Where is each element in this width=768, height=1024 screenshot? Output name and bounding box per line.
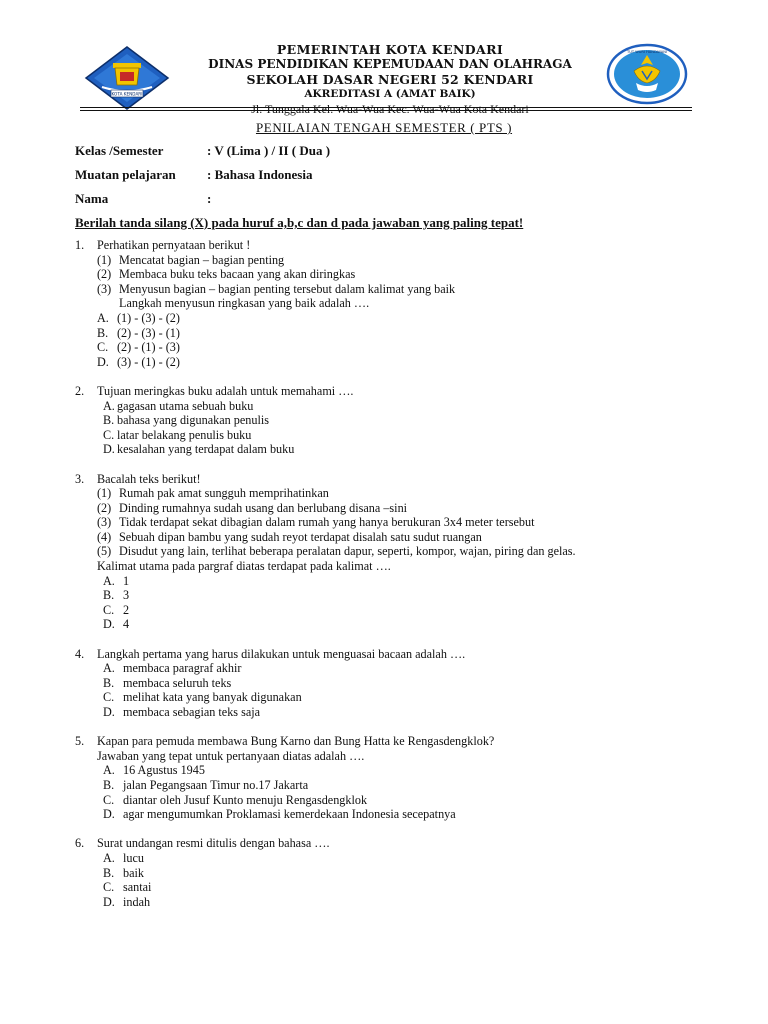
statement-item: (2) Dinding rumahnya sudah usang dan berlubang disana –sini [97, 500, 408, 515]
answer-option-c[interactable]: C. santai [103, 880, 152, 895]
question-3 [75, 472, 715, 633]
answer-option-b[interactable]: B. 3 [103, 588, 130, 603]
statement-item: (4) Sebuah dipan bambu yang sudah reyot terdapat disalah satu sudut ruangan [97, 529, 482, 544]
svg-text:KOTA KENDARI: KOTA KENDARI [111, 91, 143, 97]
instruction-text: Berilah tanda silang (X) pada huruf a,b,c dan d pada jawaban yang paling tepat! [75, 215, 524, 230]
question-text: Perhatikan pernyataan berikut ! [97, 238, 251, 252]
question-number: 5. [75, 734, 85, 749]
question-text: Surat undangan resmi ditulis dengan bahasa …. [97, 836, 330, 851]
tut-wuri-handayani-logo-icon [606, 43, 688, 105]
question-prompt: Langkah menyusun ringkasan yang baik adalah …. [119, 296, 370, 311]
statement-item: (2) Membaca buku teks bacaan yang akan diringkas [97, 267, 356, 282]
meta-row-subject [75, 167, 312, 183]
answer-option-d[interactable]: D. kesalahan yang terdapat dalam buku [103, 442, 295, 457]
letterhead-school: SEKOLAH DASAR NEGERI 52 KENDARI [246, 72, 534, 87]
question-1 [75, 238, 715, 369]
statement-item: (3) Tidak terdapat sekat dibagian dalam rumah yang hanya berukuran 3x4 meter tersebut [97, 515, 535, 530]
letterhead-department: DINAS PENDIDIKAN KEPEMUDAAN DAN OLAHRAGA [208, 57, 572, 71]
question-list [75, 238, 715, 924]
question-number: 6. [75, 836, 85, 851]
statement-item: (5) Disudut yang lain, terlihat beberapa peralatan dapur, seperti, kompor, wajan, piring dan gelas. [97, 544, 576, 559]
statement-item: (1) Rumah pak amat sungguh memprihatinkan [97, 486, 329, 501]
answer-option-a[interactable]: A. 16 Agustus 1945 [103, 763, 205, 778]
meta-value: : V (Lima ) / II ( Dua ) [207, 143, 331, 158]
question-number: 4. [75, 646, 85, 661]
question-5 [75, 734, 715, 822]
answer-option-a[interactable]: A. 1 [103, 573, 130, 588]
answer-option-d[interactable]: D. membaca sebagian teks saja [103, 705, 261, 719]
meta-label: Muatan pelajaran [75, 167, 176, 182]
kota-kendari-emblem-icon [82, 45, 172, 111]
meta-row-name [75, 191, 211, 207]
answer-option-c[interactable]: C. (2) - (1) - (3) [97, 340, 180, 355]
header-divider-thin [80, 110, 692, 111]
meta-value: : Bahasa Indonesia [207, 167, 313, 182]
question-4 [75, 647, 715, 720]
question-prompt: Jawaban yang tepat untuk pertanyaan diatas adalah …. [97, 748, 365, 763]
svg-text:TUT WURI HANDAYANI: TUT WURI HANDAYANI [627, 50, 667, 54]
answer-option-c[interactable]: C. melihat kata yang banyak digunakan [103, 690, 302, 705]
header-divider [80, 107, 692, 108]
answer-option-b[interactable]: B. membaca seluruh teks [103, 675, 232, 690]
question-number: 3. [75, 471, 85, 486]
meta-label: Nama [75, 191, 109, 206]
question-text: Tujuan meringkas buku adalah untuk memahami …. [97, 383, 354, 398]
statement-item: (1) Mencatat bagian – bagian penting [97, 252, 285, 267]
answer-option-d[interactable]: D. 4 [103, 617, 130, 632]
letterhead-address: Jl. Tunggala Kel. Wua-Wua Kec. Wua-Wua Kota Kendari [251, 102, 529, 116]
answer-option-d[interactable]: D. indah [103, 894, 151, 909]
question-2 [75, 384, 715, 457]
meta-row-class [75, 143, 330, 159]
question-number: 2. [75, 383, 85, 398]
answer-option-c[interactable]: C. latar belakang penulis buku [103, 427, 252, 442]
question-text: Kapan para pemuda membawa Bung Karno dan Bung Hatta ke Rengasdengklok? [97, 734, 495, 749]
answer-option-b[interactable]: B. jalan Pegangsaan Timur no.17 Jakarta [103, 777, 309, 792]
answer-option-a[interactable]: A. gagasan utama sebuah buku [103, 398, 254, 413]
letterhead-government: PEMERINTAH KOTA KENDARI [276, 42, 504, 57]
school-letterhead [180, 42, 600, 117]
question-prompt: Kalimat utama pada pargraf diatas terdapat pada kalimat …. [97, 559, 391, 574]
answer-option-c[interactable]: C. diantar oleh Jusuf Kunto menuju Rengasdengklok [103, 792, 368, 807]
answer-option-b[interactable]: B. (2) - (3) - (1) [97, 325, 180, 340]
exam-title: PENILAIAN TENGAH SEMESTER ( PTS ) [255, 120, 513, 135]
question-number: 1. [75, 238, 85, 252]
answer-option-a[interactable]: A. membaca paragraf akhir [103, 661, 242, 676]
answer-option-a[interactable]: A. (1) - (3) - (2) [97, 310, 180, 325]
question-6 [75, 836, 715, 909]
meta-value: : [207, 191, 212, 206]
question-text: Langkah pertama yang harus dilakukan untuk menguasai bacaan adalah …. [97, 646, 466, 661]
question-text: Bacalah teks berikut! [97, 471, 201, 486]
answer-option-a[interactable]: A. lucu [103, 850, 144, 865]
answer-option-b[interactable]: B. baik [103, 865, 144, 880]
letterhead-accreditation: AKREDITASI A (AMAT BAIK) [304, 88, 476, 100]
answer-option-d[interactable]: D. (3) - (1) - (2) [97, 354, 180, 369]
answer-option-b[interactable]: B. bahasa yang digunakan penulis [103, 413, 269, 428]
statement-item: (3) Menyusun bagian – bagian penting tersebut dalam kalimat yang baik [97, 281, 456, 296]
meta-label: Kelas /Semester [75, 143, 164, 158]
answer-option-c[interactable]: C. 2 [103, 602, 130, 617]
answer-option-d[interactable]: D. agar mengumumkan Proklamasi kemerdekaan Indonesia secepatnya [103, 807, 456, 822]
